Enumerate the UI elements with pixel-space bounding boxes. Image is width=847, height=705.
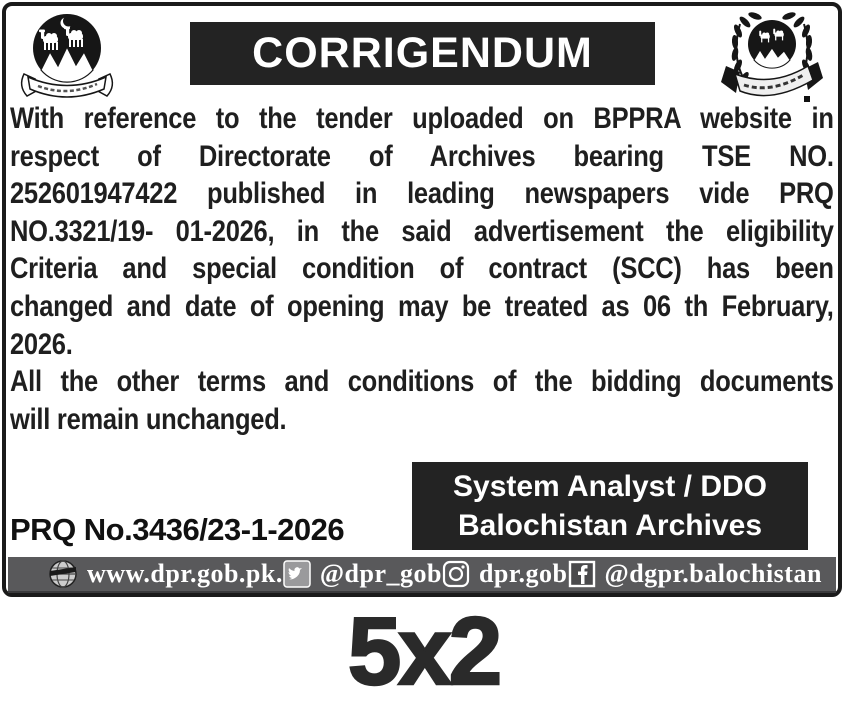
advertisement-box [2,2,842,597]
corrigendum-title-banner [190,22,655,85]
balochistan-government-emblem-icon [12,10,122,104]
signatory-title: System Analyst / DDO [453,470,767,503]
body-line: 252601947422 published in leading newspapers vide PRQ [10,177,834,211]
page-title: CORRIGENDUM [252,29,593,77]
signatory-box [412,462,808,550]
facebook-handle[interactable] [568,559,822,589]
body-line: will remain unchanged. [10,402,287,436]
website-link[interactable] [48,559,283,589]
dpr-balochistan-emblem-icon [710,8,834,104]
facebook-icon [568,560,596,588]
signatory-department: Balochistan Archives [458,509,762,542]
social-media-bar [8,557,836,593]
prq-reference-number: PRQ No.3436/23-1-2026 [10,512,345,547]
body-line: With reference to the tender uploaded on BPPRA website in [10,102,834,135]
ad-size-label: 5x2 [347,598,500,705]
body-line: NO.3321/19- 01-2026, in the said advertisement the eligibility [10,214,834,248]
body-line: changed and date of opening may be treated as 06 th February, [10,289,834,323]
globe-icon [48,559,78,589]
notice-body-text [10,100,834,438]
body-line: respect of Directorate of Archives bearing TSE NO. [10,139,834,173]
facebook-handle-text: @dgpr.balochistan [604,559,822,588]
twitter-handle[interactable] [283,559,442,589]
twitter-handle-text: @dpr_gob [319,559,442,588]
website-url: www.dpr.gob.pk. [87,559,283,588]
instagram-handle[interactable] [442,559,568,589]
body-line: 2026. [10,327,73,361]
instagram-handle-text: dpr.gob [478,559,568,588]
body-line: Criteria and special condition of contract (SCC) has been [10,252,834,286]
twitter-icon [283,560,311,588]
instagram-icon [442,560,470,588]
body-line: All the other terms and conditions of the bidding documents [10,365,834,399]
